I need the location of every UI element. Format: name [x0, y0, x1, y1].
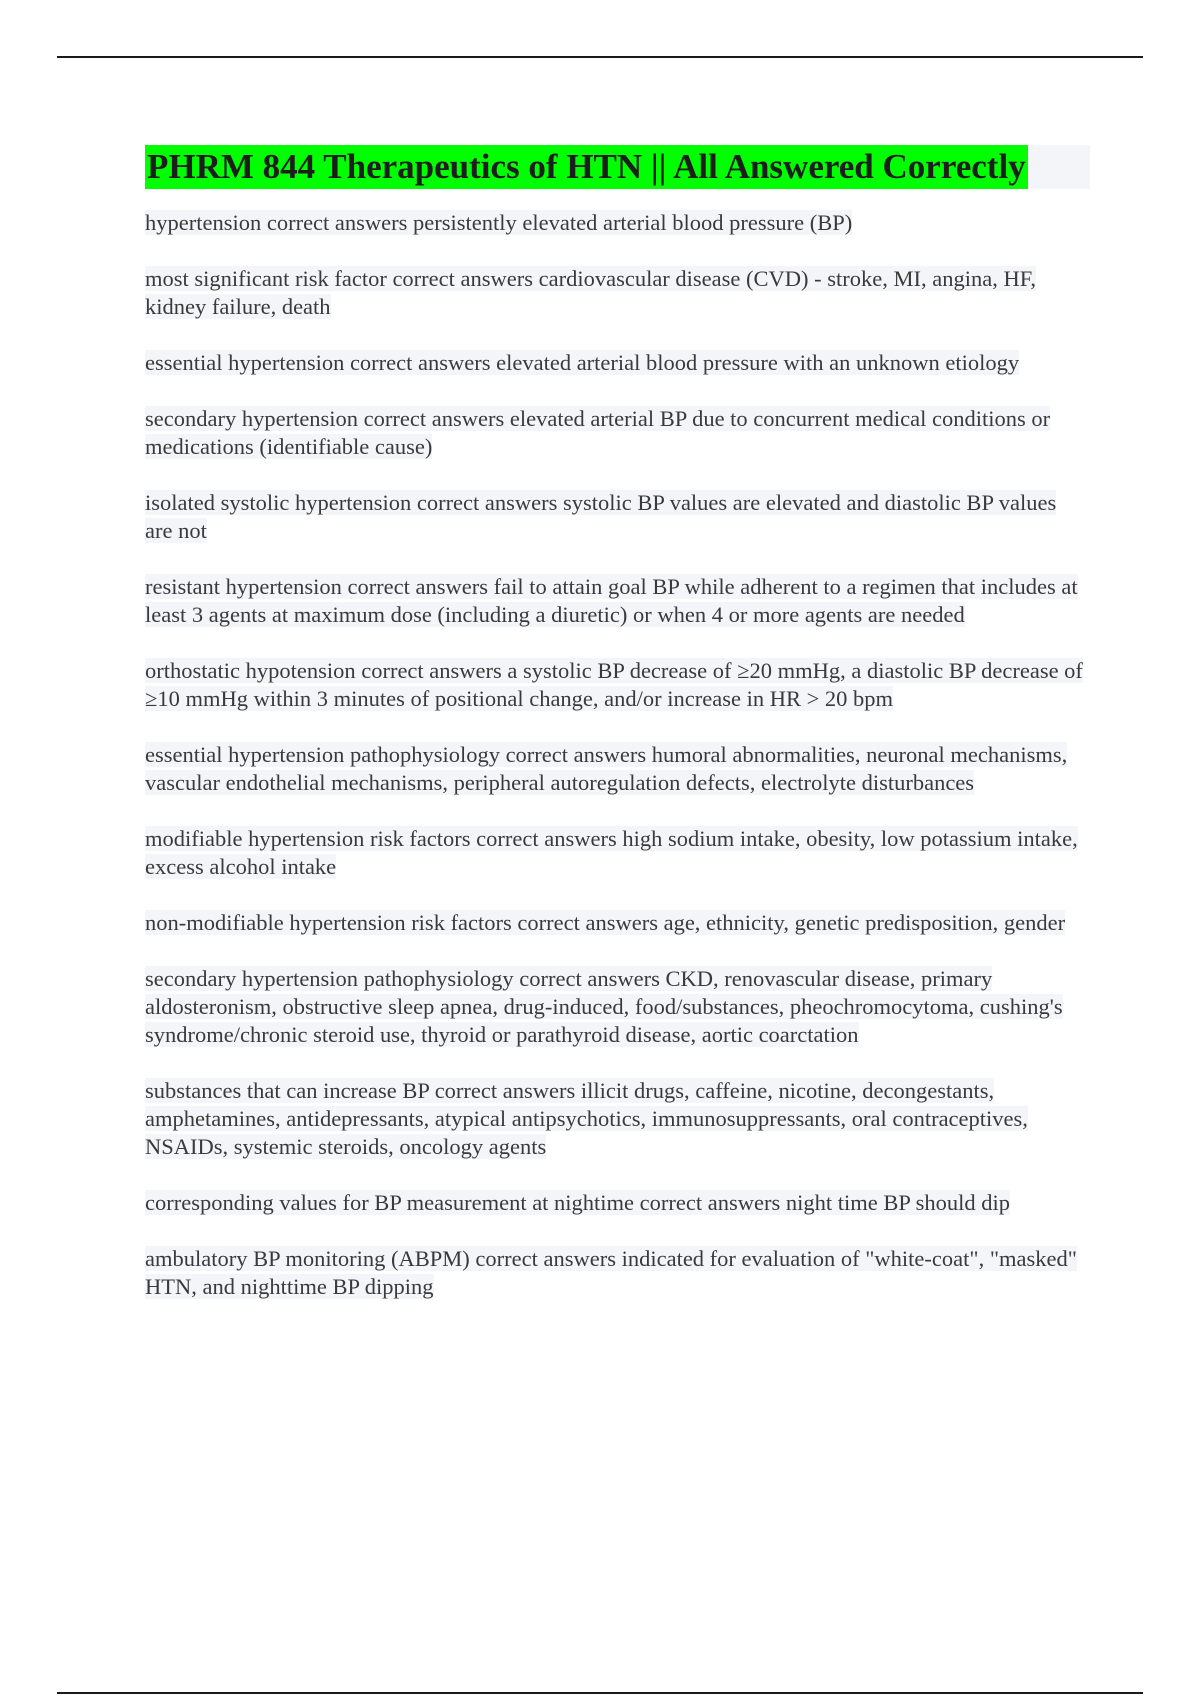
top-rule — [57, 56, 1143, 58]
bottom-rule — [57, 1692, 1143, 1694]
qa-entry-text: ambulatory BP monitoring (ABPM) correct answers indicated for evaluation of "white-coat", "masked" HTN, and nighttime BP dipping — [145, 1246, 1077, 1299]
qa-entry — [145, 965, 1085, 1049]
qa-entry — [145, 909, 1085, 937]
qa-entry-text: corresponding values for BP measurement at nightime correct answers night time BP should dip — [145, 1190, 1011, 1215]
qa-entry-text: modifiable hypertension risk factors correct answers high sodium intake, obesity, low potassium intake, excess alcohol intake — [145, 826, 1078, 879]
qa-entry-text: secondary hypertension pathophysiology correct answers CKD, renovascular disease, primary aldosteronism, obstructive sleep apnea, drug-induced, food/substances, pheochromocytoma, cushing's syndrome/chronic steroid use, thyroid or parathyroid disease, aortic coarctation — [145, 966, 1063, 1047]
qa-entry — [145, 573, 1085, 629]
qa-entry — [145, 1077, 1085, 1161]
qa-entry — [145, 405, 1085, 461]
qa-entry-text: substances that can increase BP correct answers illicit drugs, caffeine, nicotine, decongestants, amphetamines, antidepressants, atypical antipsychotics, immunosuppressants, oral contraceptives, NSAIDs, systemic steroids, oncology agents — [145, 1078, 1028, 1159]
qa-entry-text: hypertension correct answers persistently elevated arterial blood pressure (BP) — [145, 210, 853, 235]
qa-entry-text: essential hypertension pathophysiology correct answers humoral abnormalities, neuronal mechanisms, vascular endothelial mechanisms, peripheral autoregulation defects, electrolyte disturbances — [145, 742, 1068, 795]
qa-entry — [145, 741, 1085, 797]
qa-entry — [145, 657, 1085, 713]
qa-entry-text: secondary hypertension correct answers elevated arterial BP due to concurrent medical conditions or medications (identifiable cause) — [145, 406, 1051, 459]
document-body — [145, 145, 1085, 1329]
qa-entry-text: non-modifiable hypertension risk factors correct answers age, ethnicity, genetic predisposition, gender — [145, 910, 1066, 935]
qa-entry — [145, 1245, 1085, 1301]
qa-entry-text: orthostatic hypotension correct answers a systolic BP decrease of ≥20 mmHg, a diastolic BP decrease of ≥10 mmHg within 3 minutes of positional change, and/or increase in HR > 20 bpm — [145, 658, 1083, 711]
qa-entry — [145, 1189, 1085, 1217]
qa-entry — [145, 265, 1085, 321]
qa-entry — [145, 349, 1085, 377]
qa-entry-text: most significant risk factor correct answers cardiovascular disease (CVD) - stroke, MI, angina, HF, kidney failure, death — [145, 266, 1037, 319]
qa-entry-text: resistant hypertension correct answers fail to attain goal BP while adherent to a regimen that includes at least 3 agents at maximum dose (including a diuretic) or when 4 or more agents are needed — [145, 574, 1078, 627]
qa-entry — [145, 209, 1085, 237]
qa-entry-text: essential hypertension correct answers elevated arterial blood pressure with an unknown etiology — [145, 350, 1020, 375]
qa-entry — [145, 825, 1085, 881]
qa-entry — [145, 489, 1085, 545]
qa-entry-text: isolated systolic hypertension correct answers systolic BP values are elevated and diastolic BP values are not — [145, 490, 1057, 543]
document-title: PHRM 844 Therapeutics of HTN || All Answered Correctly — [145, 145, 1028, 189]
title-band — [145, 145, 1090, 189]
